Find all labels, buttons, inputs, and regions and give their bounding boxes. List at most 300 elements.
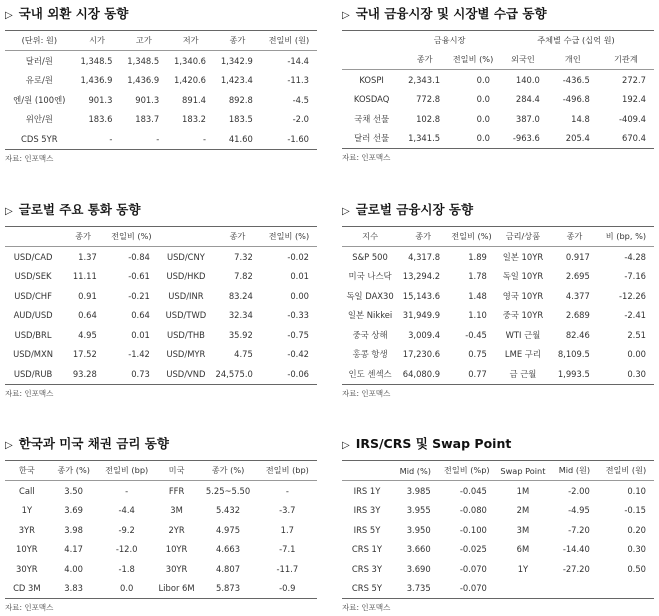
- table-cell: 3.690: [406, 563, 431, 574]
- column-header: 전일비 (%p): [439, 461, 495, 481]
- panel-title: ▷ 국내 금융시장 및 시장별 수급 동향: [342, 4, 654, 24]
- global-market-table: [342, 226, 654, 385]
- table-cell: 901.3: [88, 94, 113, 105]
- table-cell: 1.37: [78, 251, 97, 262]
- table-cell: 891.4: [182, 94, 207, 105]
- table-cell: CRS 3Y: [351, 563, 382, 574]
- table-cell: 0.0: [476, 94, 490, 105]
- table-cell: -436.5: [562, 74, 590, 85]
- table-cell: 유로/원: [25, 75, 53, 86]
- table-row: [342, 364, 654, 384]
- table-cell: 1,436.9: [80, 75, 113, 86]
- panel-title: ▷ 글로벌 주요 통화 동향: [5, 200, 317, 220]
- table-row: [5, 286, 317, 306]
- table-cell: -0.045: [459, 485, 487, 496]
- table-cell: -0.42: [287, 349, 309, 360]
- panel-title: ▷ IRS/CRS 및 Swap Point: [342, 434, 654, 454]
- table-cell: 10YR: [16, 544, 38, 555]
- table-row: [342, 501, 654, 521]
- domestic-market-panel: [342, 4, 654, 164]
- table-cell: -7.16: [624, 271, 646, 282]
- table-cell: -11.3: [287, 75, 309, 86]
- table-cell: 1,348.5: [80, 55, 113, 66]
- table-cell: IRS 5Y: [353, 524, 381, 535]
- table-cell: 32.34: [228, 310, 253, 321]
- table-cell: 1,436.9: [127, 75, 160, 86]
- table-cell: 4.17: [64, 544, 83, 555]
- table-row: [5, 579, 317, 599]
- table-cell: -0.21: [128, 290, 150, 301]
- table-cell: 독일 10YR: [502, 271, 544, 282]
- table-cell: 2,343.1: [408, 74, 441, 85]
- table-cell: 5.432: [216, 505, 241, 516]
- table-cell: 0.64: [131, 310, 150, 321]
- column-header: 전일비 (bp): [258, 461, 317, 481]
- column-header: [5, 227, 61, 247]
- table-cell: -: [120, 129, 167, 149]
- table-row: [342, 579, 654, 599]
- table-cell: 892.8: [228, 94, 253, 105]
- table-cell: KOSDAQ: [353, 94, 390, 105]
- panel-title: ▷ 한국과 미국 채권 금리 동향: [5, 434, 317, 454]
- table-cell: 3.955: [406, 505, 431, 516]
- table-header-row: [5, 461, 317, 481]
- table-cell: 3M: [516, 524, 530, 535]
- table-cell: 14.8: [571, 113, 590, 124]
- table-cell: 17.52: [72, 349, 97, 360]
- table-cell: 0.30: [627, 544, 646, 555]
- table-cell: 0.73: [105, 364, 158, 384]
- table-cell: 3YR: [18, 524, 35, 535]
- column-header: 전일비 (원): [261, 31, 317, 51]
- table-cell: -4.28: [624, 251, 646, 262]
- column-header: 전일비 (%): [105, 227, 158, 247]
- table-cell: 3.69: [64, 505, 83, 516]
- source-note: 자료: 인포맥스: [5, 153, 54, 163]
- table-row: [5, 520, 317, 540]
- table-row: [342, 345, 654, 365]
- table-cell: LME 구리: [504, 349, 541, 360]
- table-cell: -0.02: [287, 251, 309, 262]
- table-cell: -3.7: [279, 505, 296, 516]
- column-header: 금리/상품: [495, 227, 551, 247]
- column-header: 개인: [548, 50, 598, 70]
- table-cell: 1,993.5: [551, 364, 598, 384]
- global-currency-panel: [5, 200, 317, 400]
- table-cell: 중국 10YR: [502, 310, 544, 321]
- table-cell: -0.9: [258, 579, 317, 599]
- table-cell: 3.660: [406, 544, 431, 555]
- bond-rate-table: [5, 460, 317, 599]
- source-note: 자료: 인포맥스: [342, 603, 391, 612]
- table-cell: -0.100: [459, 524, 487, 535]
- source-note: 자료: 인포맥스: [5, 603, 54, 612]
- table-row: [342, 267, 654, 287]
- table-cell: 국채 선물: [354, 113, 390, 124]
- source-note: 자료: 인포맥스: [342, 153, 391, 162]
- table-cell: 0.77: [448, 364, 495, 384]
- table-cell: 31,949.9: [402, 310, 441, 321]
- table-cell: 205.4: [548, 129, 598, 149]
- table-cell: -496.8: [562, 94, 590, 105]
- column-header: 시가: [74, 31, 121, 51]
- table-cell: 183.5: [228, 114, 253, 125]
- fx-domestic-table: [5, 30, 317, 150]
- column-header: 종가: [398, 227, 448, 247]
- table-cell: 3.735: [392, 579, 439, 599]
- table-cell: -: [167, 129, 214, 149]
- global-currency-table: [5, 226, 317, 385]
- table-cell: 0.10: [627, 485, 646, 496]
- table-cell: 달러/원: [25, 55, 53, 66]
- column-header: 외국인: [498, 50, 548, 70]
- column-header: 종가: [61, 227, 105, 247]
- table-cell: 2.51: [627, 329, 646, 340]
- table-cell: 위안/원: [25, 114, 53, 125]
- table-cell: USD/INR: [168, 290, 204, 301]
- table-row: [5, 110, 317, 130]
- column-header: 종가: [214, 227, 261, 247]
- table-row: [342, 306, 654, 326]
- domestic-market-table: [342, 30, 654, 149]
- table-row: [342, 540, 654, 560]
- table-cell: USD/MYR: [166, 349, 206, 360]
- table-cell: 3.98: [64, 524, 83, 535]
- table-cell: 2.689: [565, 310, 590, 321]
- table-cell: -0.15: [624, 505, 646, 516]
- table-cell: 4.663: [216, 544, 241, 555]
- table-cell: 1M: [516, 485, 530, 496]
- table-cell: -: [285, 485, 289, 496]
- table-cell: 중국 상해: [352, 329, 388, 340]
- source-note: 자료: 인포맥스: [5, 388, 54, 398]
- table-cell: -4.95: [568, 505, 590, 516]
- table-cell: WTI 근월: [505, 329, 541, 340]
- table-cell: -0.61: [128, 271, 150, 282]
- table-cell: KOSPI: [359, 74, 384, 85]
- table-cell: -7.20: [568, 524, 590, 535]
- table-cell: -0.06: [261, 364, 317, 384]
- table-cell: 0.20: [627, 524, 646, 535]
- table-row: [5, 71, 317, 91]
- table-cell: -2.41: [624, 310, 646, 321]
- column-header: 고가: [120, 31, 167, 51]
- table-cell: USD/HKD: [166, 271, 206, 282]
- table-cell: -0.070: [459, 563, 487, 574]
- table-cell: 83.24: [228, 290, 253, 301]
- triangle-icon: ▷: [5, 10, 13, 21]
- table-cell: 4.00: [64, 563, 83, 574]
- triangle-icon: ▷: [5, 206, 13, 217]
- table-row: [342, 325, 654, 345]
- fx-domestic-panel: [5, 4, 317, 165]
- table-cell: 3.50: [64, 485, 83, 496]
- table-cell: 엔/원 (100엔): [13, 94, 66, 105]
- table-cell: 192.4: [622, 94, 646, 105]
- table-cell: -1.8: [118, 563, 135, 574]
- table-row: [5, 501, 317, 521]
- table-cell: -2.00: [568, 485, 590, 496]
- table-cell: 일본 Nikkei: [347, 310, 393, 321]
- column-header: 종가 (%): [49, 461, 99, 481]
- table-cell: 0.91: [78, 290, 97, 301]
- table-cell: 1.89: [468, 251, 487, 262]
- triangle-icon: ▷: [5, 440, 13, 451]
- table-cell: CRS 5Y: [342, 579, 392, 599]
- bond-rate-panel: [5, 434, 317, 614]
- triangle-icon: ▷: [342, 206, 350, 217]
- table-cell: CRS 1Y: [351, 544, 382, 555]
- column-header: 전일비 (%): [448, 50, 498, 70]
- table-cell: 0.50: [627, 563, 646, 574]
- table-cell: 7.32: [234, 251, 253, 262]
- column-header: 종가: [551, 227, 598, 247]
- table-cell: 670.4: [598, 129, 654, 149]
- table-cell: -0.025: [459, 544, 487, 555]
- irs-crs-table: [342, 460, 654, 599]
- table-row: [5, 345, 317, 365]
- global-market-panel: [342, 200, 654, 400]
- table-cell: 0.01: [290, 271, 309, 282]
- table-cell: [598, 579, 654, 599]
- table-cell: USD/THB: [166, 329, 205, 340]
- table-cell: 35.92: [228, 329, 253, 340]
- table-cell: Libor 6M: [155, 579, 199, 599]
- table-cell: -: [74, 129, 121, 149]
- table-cell: [551, 579, 598, 599]
- table-cell: -4.5: [292, 94, 309, 105]
- table-cell: 1,340.6: [174, 55, 207, 66]
- column-header: 종가 (%): [198, 461, 257, 481]
- table-cell: 82.46: [565, 329, 590, 340]
- table-cell: -963.6: [498, 129, 548, 149]
- table-cell: 1,420.6: [174, 75, 207, 86]
- table-cell: 일본 10YR: [502, 251, 544, 262]
- table-header-row: [342, 461, 654, 481]
- table-cell: -: [125, 485, 129, 496]
- table-cell: -1.60: [261, 129, 317, 149]
- table-row: [342, 520, 654, 540]
- table-cell: 24,575.0: [214, 364, 261, 384]
- table-cell: 1.10: [468, 310, 487, 321]
- table-header-row: [342, 227, 654, 247]
- column-header: 미국: [155, 461, 199, 481]
- table-cell: 1Y: [21, 505, 33, 516]
- table-cell: -4.4: [118, 505, 135, 516]
- table-cell: 5.873: [198, 579, 257, 599]
- table-cell: 5.25~5.50: [205, 485, 251, 496]
- column-header: 전일비 (원): [598, 461, 654, 481]
- table-cell: 2YR: [168, 524, 185, 535]
- column-header: 지수: [342, 227, 398, 247]
- table-cell: 4,317.8: [408, 251, 441, 262]
- table-cell: FFR: [168, 485, 185, 496]
- table-cell: [495, 579, 551, 599]
- table-cell: 13,294.2: [402, 271, 441, 282]
- table-row: [342, 559, 654, 579]
- table-row: [5, 267, 317, 287]
- table-row: [342, 481, 654, 501]
- table-cell: 64,080.9: [398, 364, 448, 384]
- table-cell: USD/BRL: [14, 329, 52, 340]
- table-cell: 인도 센섹스: [342, 364, 398, 384]
- table-row: [5, 90, 317, 110]
- table-cell: -409.4: [619, 113, 646, 124]
- table-cell: CDS 5YR: [5, 129, 74, 149]
- source-note: 자료: 인포맥스: [342, 388, 391, 398]
- panel-title: ▷ 글로벌 금융시장 동향: [342, 200, 654, 220]
- table-cell: 1.7: [280, 524, 294, 535]
- table-cell: 홍콩 항생: [352, 349, 388, 360]
- table-cell: -0.080: [459, 505, 487, 516]
- table-cell: -0.45: [465, 329, 487, 340]
- table-cell: USD/TWD: [165, 310, 207, 321]
- table-cell: -12.0: [115, 544, 138, 555]
- table-cell: 금 근월: [495, 364, 551, 384]
- table-cell: 2.695: [565, 271, 590, 282]
- column-header: 한국: [5, 461, 49, 481]
- table-cell: -11.7: [276, 563, 299, 574]
- table-cell: USD/VND: [158, 364, 214, 384]
- table-header-row: [342, 50, 654, 70]
- table-cell: 0.30: [598, 364, 654, 384]
- table-cell: 272.7: [622, 74, 646, 85]
- table-cell: 93.28: [61, 364, 105, 384]
- table-cell: 0.00: [627, 349, 646, 360]
- table-row: [5, 540, 317, 560]
- column-header: 종가: [214, 31, 261, 51]
- column-header: 전일비 (bp): [99, 461, 155, 481]
- table-cell: AUD/USD: [13, 310, 53, 321]
- table-cell: 1,341.5: [401, 129, 448, 149]
- table-cell: 3.985: [406, 485, 431, 496]
- table-cell: 독일 DAX30: [346, 290, 394, 301]
- table-cell: 0.00: [290, 290, 309, 301]
- table-cell: -27.20: [562, 563, 590, 574]
- table-cell: 6M: [516, 544, 530, 555]
- table-cell: 3.950: [406, 524, 431, 535]
- table-row: [5, 51, 317, 71]
- table-cell: USD/RUB: [5, 364, 61, 384]
- table-cell: CD 3M: [5, 579, 49, 599]
- table-row: [5, 247, 317, 267]
- table-row: [342, 129, 654, 149]
- table-cell: 30YR: [16, 563, 38, 574]
- column-header: 종가: [401, 50, 448, 70]
- table-cell: 0.0: [476, 74, 490, 85]
- table-cell: 0.0: [448, 129, 498, 149]
- triangle-icon: ▷: [342, 440, 350, 451]
- table-cell: 772.8: [416, 94, 441, 105]
- table-header-row: [5, 227, 317, 247]
- column-header: [158, 227, 214, 247]
- column-header: Mid (원): [551, 461, 598, 481]
- table-cell: 3,009.4: [408, 329, 441, 340]
- table-cell: 2M: [516, 505, 530, 516]
- table-cell: 7.82: [234, 271, 253, 282]
- table-cell: 0.917: [565, 251, 590, 262]
- table-cell: -14.4: [287, 55, 309, 66]
- column-header: (단위: 원): [5, 31, 74, 51]
- table-cell: IRS 3Y: [353, 505, 381, 516]
- table-cell: 4.377: [565, 290, 590, 301]
- table-cell: 1,423.4: [220, 75, 253, 86]
- table-cell: -12.26: [619, 290, 646, 301]
- table-cell: IRS 1Y: [353, 485, 381, 496]
- table-row: [342, 90, 654, 110]
- table-cell: 901.3: [135, 94, 160, 105]
- table-cell: 41.60: [214, 129, 261, 149]
- table-cell: 3M: [170, 505, 183, 516]
- triangle-icon: ▷: [342, 10, 350, 21]
- table-cell: 4.75: [234, 349, 253, 360]
- table-row: [342, 286, 654, 306]
- table-cell: 1Y: [517, 563, 529, 574]
- irs-crs-panel: [342, 434, 654, 614]
- table-cell: 1,342.9: [220, 55, 253, 66]
- table-cell: -7.1: [279, 544, 296, 555]
- table-row: [342, 247, 654, 267]
- table-cell: 102.8: [416, 113, 441, 124]
- column-header: 비 (bp, %): [598, 227, 654, 247]
- table-cell: USD/MXN: [13, 349, 54, 360]
- table-cell: 11.11: [72, 271, 97, 282]
- table-cell: -0.84: [128, 251, 150, 262]
- column-header: Swap Point: [495, 461, 551, 481]
- column-header: 기관계: [598, 50, 654, 70]
- table-cell: 183.2: [182, 114, 207, 125]
- column-header: 전일비 (%): [261, 227, 317, 247]
- table-cell: 영국 10YR: [502, 290, 544, 301]
- table-cell: 17,230.6: [402, 349, 441, 360]
- table-cell: 140.0: [515, 74, 540, 85]
- table-cell: -0.070: [439, 579, 495, 599]
- table-cell: 0.0: [99, 579, 155, 599]
- table-cell: USD/SEK: [14, 271, 52, 282]
- table-cell: 0.64: [78, 310, 97, 321]
- table-cell: 10YR: [165, 544, 188, 555]
- table-cell: -0.75: [287, 329, 309, 340]
- table-cell: 미국 나스닥: [348, 271, 392, 282]
- column-header: [342, 50, 401, 70]
- table-cell: 달러 선물: [342, 129, 401, 149]
- table-row: [5, 306, 317, 326]
- table-row: [342, 109, 654, 129]
- table-cell: 30YR: [165, 563, 188, 574]
- group-header: 주체별 수급 (십억 원): [498, 31, 654, 51]
- table-cell: 3.83: [49, 579, 99, 599]
- table-cell: 183.7: [135, 114, 160, 125]
- table-cell: 4.95: [78, 329, 97, 340]
- table-cell: -0.33: [287, 310, 309, 321]
- table-cell: 284.4: [515, 94, 540, 105]
- table-cell: 8,109.5: [557, 349, 590, 360]
- column-header: 저가: [167, 31, 214, 51]
- table-cell: 15,143.6: [402, 290, 441, 301]
- table-row: [5, 364, 317, 384]
- table-row: [5, 129, 317, 149]
- table-cell: 0.75: [468, 349, 487, 360]
- table-cell: -1.42: [128, 349, 150, 360]
- table-header-row: [5, 31, 317, 51]
- column-header: Mid (%): [392, 461, 439, 481]
- panel-title: ▷ 국내 외환 시장 동향: [5, 4, 317, 24]
- table-cell: 0.0: [476, 113, 490, 124]
- table-cell: 1.48: [468, 290, 487, 301]
- table-cell: -14.40: [562, 544, 590, 555]
- table-cell: 1.78: [468, 271, 487, 282]
- table-cell: 0.01: [131, 329, 150, 340]
